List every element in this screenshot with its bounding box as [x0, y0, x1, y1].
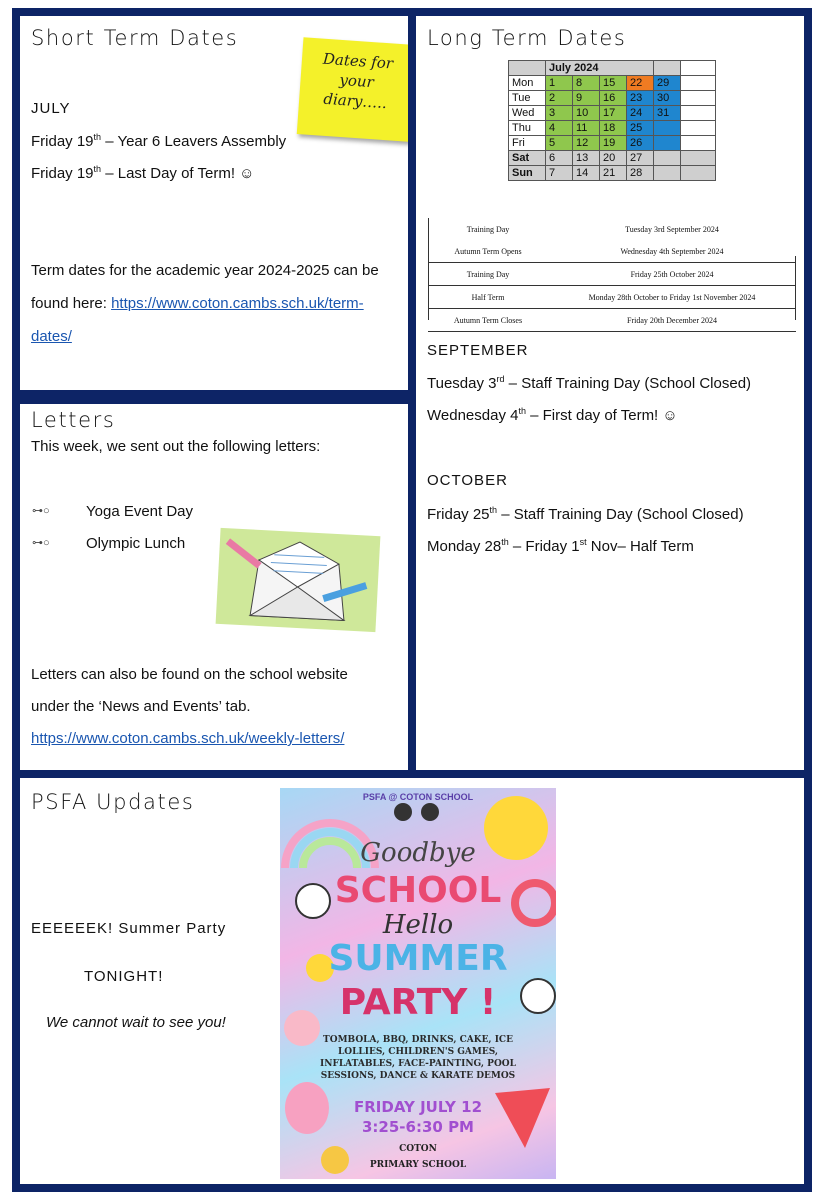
poster-hello: Hello	[382, 910, 454, 940]
calendar-date-cell: 10	[573, 106, 600, 121]
calendar-day-label: Mon	[509, 76, 546, 91]
calendar-date-cell: 24	[627, 106, 654, 121]
calendar-date-cell	[654, 136, 681, 151]
july-item-1: Friday 19th – Year 6 Leavers Assembly	[31, 132, 287, 150]
letters-title: Letters	[31, 408, 116, 432]
terms-right-rule	[795, 256, 796, 320]
calendar-date-cell: 12	[573, 136, 600, 151]
oct-item-2: Monday 28th – Friday 1st Nov– Half Term	[427, 537, 694, 555]
letters-footer-1: Letters can also be found on the school website	[31, 666, 348, 683]
weekly-letters-link[interactable]: https://www.coton.cambs.sch.uk/weekly-letters/	[31, 730, 345, 747]
poster-party: PARTY !	[339, 982, 497, 1023]
calendar-date-cell: 22	[627, 76, 654, 91]
sticky-note	[297, 37, 408, 142]
calendar-date-cell: 13	[573, 151, 600, 166]
letters-footer-2: under the ‘News and Events’ tab.	[31, 698, 251, 715]
poster-school: SCHOOL	[334, 870, 502, 911]
envelope-illustration	[216, 528, 381, 632]
calendar-date-cell: 25	[627, 121, 654, 136]
oct-item-1: Friday 25th – Staff Training Day (School Closed)	[427, 505, 744, 523]
term-note-line2: found here: https://www.coton.cambs.sch.uk/term-	[31, 295, 364, 312]
term-dates-link-cont[interactable]: dates/	[31, 328, 72, 345]
calendar-date-cell: 31	[654, 106, 681, 121]
calendar-date-cell: 21	[600, 166, 627, 181]
poster-activities: TOMBOLA, BBQ, DRINKS, CAKE, ICE LOLLIES, CHILDREN'S GAMES, INFLATABLES, FACE-PAINTING, POOL SESSIONS, DANCE & KARATE DEMOS	[320, 1035, 516, 1081]
terms-left-rule	[428, 218, 429, 320]
calendar-date-cell: 1	[546, 76, 573, 91]
calendar-pad-cell	[681, 136, 716, 151]
calendar-pad-cell	[681, 76, 716, 91]
calendar-date-cell: 2	[546, 91, 573, 106]
calendar-date-cell: 19	[600, 136, 627, 151]
calendar-date-cell: 11	[573, 121, 600, 136]
calendar-corner	[509, 61, 546, 76]
october-heading: OCTOBER	[427, 472, 508, 489]
calendar-row	[509, 166, 716, 181]
calendar-date-cell: 20	[600, 151, 627, 166]
calendar-row	[509, 91, 716, 106]
calendar-day-label: Tue	[509, 91, 546, 106]
calendar-date-cell: 5	[546, 136, 573, 151]
calendar-date-cell: 9	[573, 91, 600, 106]
poster-goodbye: Goodbye	[360, 838, 476, 868]
calendar-day-label: Fri	[509, 136, 546, 151]
calendar-date-cell: 18	[600, 121, 627, 136]
terms-row: Autumn Term Closes Friday 20th December 2024	[428, 309, 796, 332]
calendar-pad-cell	[681, 106, 716, 121]
terms-row: Training Day Tuesday 3rd September 2024	[466, 224, 719, 234]
calendar-row	[509, 121, 716, 136]
calendar-date-cell: 3	[546, 106, 573, 121]
calendar-corner	[681, 61, 716, 76]
poster-school-name-2: PRIMARY SCHOOL	[369, 1160, 467, 1170]
calendar-pad-cell	[681, 91, 716, 106]
summer-party-poster	[280, 788, 556, 1179]
terms-row: Half Term Monday 28th October to Friday 1st November 2024	[471, 292, 756, 302]
terms-row: Autumn Term Opens Wednesday 4th September 2024	[428, 240, 796, 263]
calendar-corner	[654, 61, 681, 76]
july-heading: JULY	[31, 100, 71, 117]
poster-school-name-1: COTON	[399, 1144, 437, 1154]
calendar-date-cell: 4	[546, 121, 573, 136]
calendar-date-cell: 8	[573, 76, 600, 91]
terms-row: Training Day Friday 25th October 2024	[428, 263, 796, 286]
calendar-row	[509, 151, 716, 166]
calendar-pad-cell	[681, 121, 716, 136]
term-dates-link[interactable]: https://www.coton.cambs.sch.uk/term-	[111, 295, 364, 312]
calendar-date-cell	[654, 121, 681, 136]
calendar-date-cell: 6	[546, 151, 573, 166]
calendar-day-label: Thu	[509, 121, 546, 136]
calendar-date-cell: 26	[627, 136, 654, 151]
long-term-panel	[416, 16, 804, 770]
calendar-date-cell	[654, 166, 681, 181]
poster-header: PSFA @ COTON SCHOOL	[362, 792, 474, 802]
calendar-pad-cell	[681, 166, 716, 181]
calendar-day-label: Sat	[509, 151, 546, 166]
sticky-note-text: Dates for your diary…..	[322, 49, 394, 113]
sep-item-2: Wednesday 4th – First day of Term! ☺	[427, 406, 678, 424]
psfa-line-1: EEEEEEK! Summer Party	[31, 920, 227, 937]
calendar-date-cell: 7	[546, 166, 573, 181]
calendar-date-cell: 16	[600, 91, 627, 106]
july-calendar	[508, 60, 716, 181]
long-term-title: Long Term Dates	[427, 26, 627, 50]
calendar-month: July 2024	[546, 61, 654, 76]
calendar-row	[509, 136, 716, 151]
calendar-date-cell	[654, 151, 681, 166]
calendar-day-label: Wed	[509, 106, 546, 121]
letters-intro: This week, we sent out the following letters:	[31, 438, 321, 455]
calendar-day-label: Sun	[509, 166, 546, 181]
calendar-date-cell: 29	[654, 76, 681, 91]
term-note-line1: Term dates for the academic year 2024-2025 can be	[31, 262, 379, 279]
calendar-date-cell: 27	[627, 151, 654, 166]
poster-time: 3:25-6:30 PM	[362, 1118, 474, 1136]
september-heading: SEPTEMBER	[427, 342, 529, 359]
calendar-date-cell: 14	[573, 166, 600, 181]
poster-summer: SUMMER	[328, 938, 508, 979]
psfa-line-3: We cannot wait to see you!	[46, 1014, 226, 1031]
july-item-2: Friday 19th – Last Day of Term! ☺	[31, 164, 255, 182]
calendar-row	[509, 106, 716, 121]
poster-date: FRIDAY JULY 12	[353, 1098, 483, 1116]
letter-item-1: Yoga Event Day	[86, 503, 194, 520]
calendar-date-cell: 30	[654, 91, 681, 106]
psfa-line-2: TONIGHT!	[84, 968, 164, 985]
autumn-term-table	[428, 218, 796, 332]
letter-item-2: Olympic Lunch	[86, 535, 186, 552]
psfa-title: PSFA Updates	[31, 790, 195, 814]
key-bullet-icon: ⊶○	[32, 537, 50, 549]
envelope-icon	[216, 528, 381, 632]
short-term-panel	[20, 16, 408, 390]
calendar-date-cell: 15	[600, 76, 627, 91]
calendar-pad-cell	[681, 151, 716, 166]
calendar-date-cell: 28	[627, 166, 654, 181]
short-term-title: Short Term Dates	[31, 26, 239, 50]
calendar-date-cell: 17	[600, 106, 627, 121]
sep-item-1: Tuesday 3rd – Staff Training Day (School Closed)	[427, 374, 752, 392]
key-bullet-icon: ⊶○	[32, 505, 50, 517]
calendar-row	[509, 76, 716, 91]
calendar-date-cell: 23	[627, 91, 654, 106]
